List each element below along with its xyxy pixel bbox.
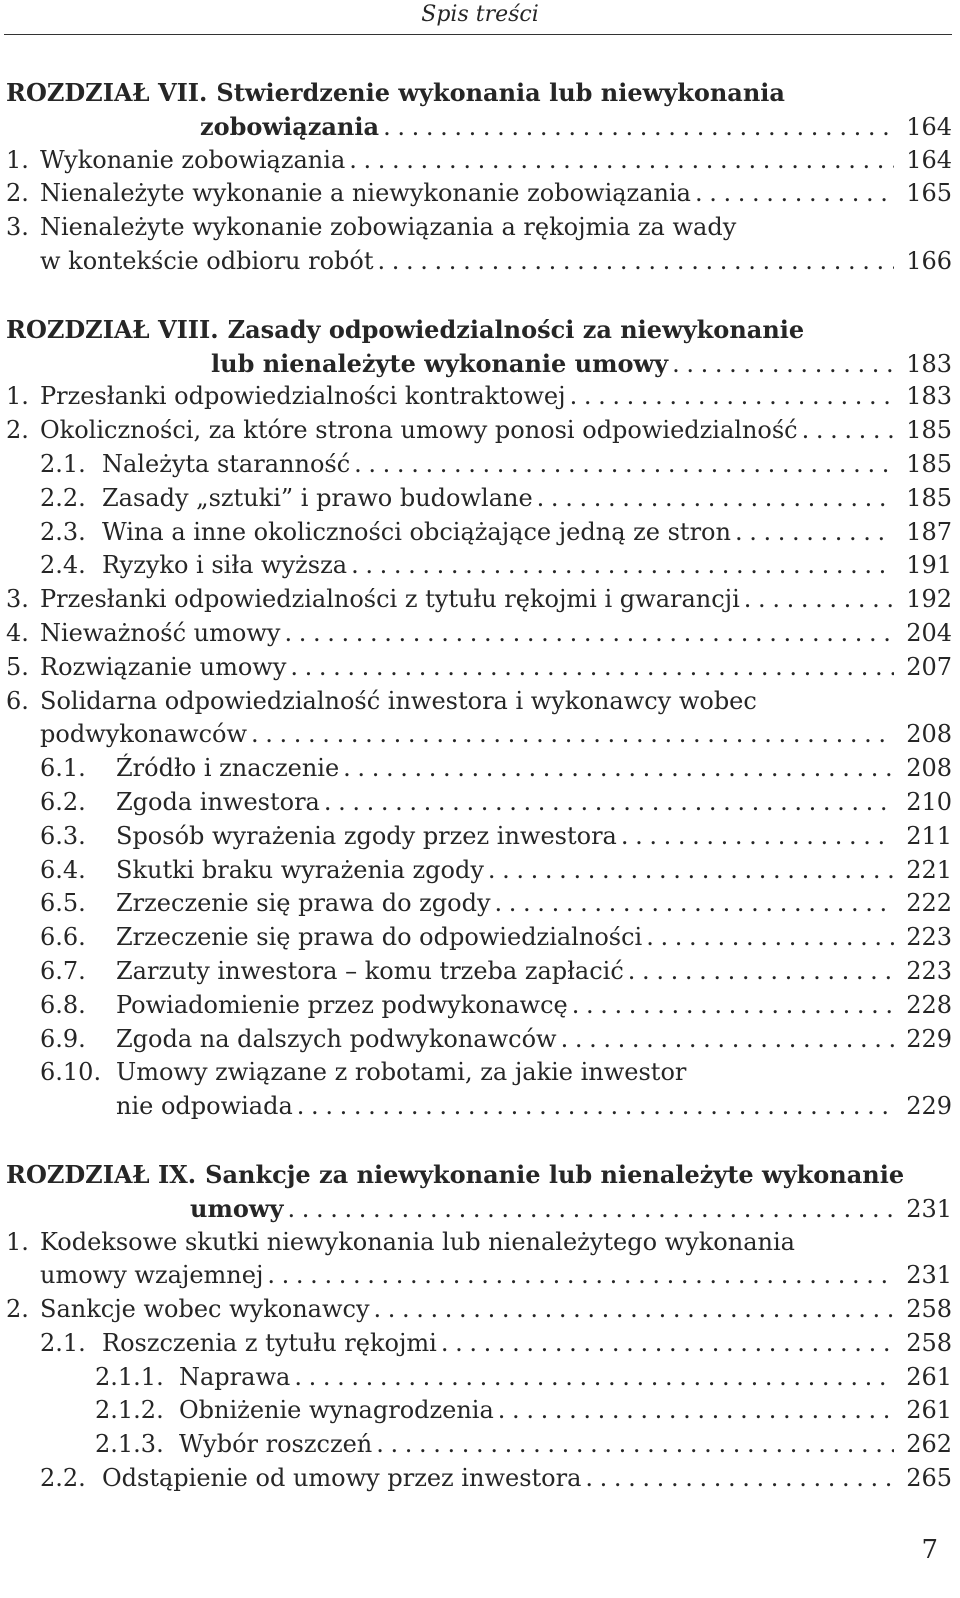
toc-entry-page: 207	[906, 652, 952, 681]
toc-entry-title: Nienależyte wykonanie zobowiązania a rękojmia za wady	[40, 213, 737, 242]
toc-entry[interactable]	[6, 347, 952, 381]
toc-entry[interactable]	[6, 1259, 952, 1293]
toc-entry-page: 192	[906, 585, 952, 614]
dot-leader	[585, 1462, 894, 1496]
toc-entry-page: 258	[906, 1328, 952, 1357]
toc-entry-number: 2.1.3.	[95, 1430, 164, 1459]
toc-entry-number: 6.7.	[40, 956, 86, 985]
toc-chapter	[6, 76, 952, 279]
toc-entry-page: 164	[906, 112, 952, 141]
toc-entry-number: 2.4.	[40, 551, 86, 580]
dot-leader	[374, 1293, 895, 1327]
table-of-contents	[6, 76, 952, 1530]
toc-entry-number: 2.2.	[40, 483, 86, 512]
toc-entry-title: Odstąpienie od umowy przez inwestora	[102, 1464, 582, 1493]
dot-leader	[646, 921, 894, 955]
toc-entry-number: 6.	[6, 686, 29, 715]
toc-entry-page: 208	[906, 754, 952, 783]
toc-entry-page: 231	[906, 1261, 952, 1290]
toc-entry-page: 210	[906, 787, 952, 816]
toc-entry[interactable]	[6, 854, 952, 888]
toc-entry-title: Zgoda na dalszych podwykonawców	[116, 1024, 557, 1053]
toc-entry-title: Wybór roszczeń	[179, 1430, 373, 1459]
toc-entry-number: 6.6.	[40, 923, 86, 952]
toc-entry[interactable]	[6, 245, 952, 279]
toc-entry-number: 3.	[6, 213, 29, 242]
toc-entry-number: 5.	[6, 652, 29, 681]
toc-entry-page: 262	[906, 1430, 952, 1459]
toc-entry-title: Ryzyko i siła wyższa	[102, 551, 348, 580]
toc-entry-page: 223	[906, 956, 952, 985]
toc-entry-page: 165	[906, 179, 952, 208]
toc-entry[interactable]	[6, 1462, 952, 1496]
toc-entry-title: Źródło i znaczenie	[116, 754, 340, 783]
toc-entry[interactable]	[6, 887, 952, 921]
toc-entry-number: 6.10.	[40, 1058, 102, 1087]
toc-entry-title: Przesłanki odpowiedzialności kontraktowej	[40, 382, 566, 411]
toc-entry-title: Nieważność umowy	[40, 618, 281, 647]
toc-entry[interactable]	[6, 1158, 952, 1192]
toc-entry[interactable]	[6, 617, 952, 651]
toc-entry-title: umowy wzajemnej	[40, 1261, 264, 1290]
toc-entry[interactable]	[6, 1090, 952, 1124]
toc-entry[interactable]	[6, 1023, 952, 1057]
toc-entry-title: Powiadomienie przez podwykonawcę	[116, 990, 568, 1019]
toc-entry[interactable]	[6, 1293, 952, 1327]
toc-entry[interactable]	[6, 1192, 952, 1226]
toc-entry-title: Sankcje wobec wykonawcy	[40, 1295, 370, 1324]
toc-entry-number: 1.	[6, 145, 29, 174]
dot-leader	[621, 820, 894, 854]
toc-entry[interactable]	[6, 516, 952, 550]
toc-entry-page: 185	[906, 483, 952, 512]
toc-entry[interactable]	[6, 177, 952, 211]
toc-entry[interactable]	[6, 752, 952, 786]
toc-entry-number: 2.1.	[40, 1328, 86, 1357]
toc-entry-page: 204	[906, 618, 952, 647]
dot-leader	[297, 1090, 894, 1124]
toc-entry[interactable]	[6, 448, 952, 482]
toc-entry-number: 6.4.	[40, 855, 86, 884]
toc-entry-title: Należyta staranność	[102, 449, 351, 478]
toc-entry-title: zobowiązania	[200, 111, 380, 141]
dot-leader	[287, 1193, 894, 1227]
toc-entry[interactable]	[6, 549, 952, 583]
header-rule	[4, 34, 952, 35]
toc-entry-number: ROZDZIAŁ VIII.	[6, 314, 219, 344]
toc-entry[interactable]	[6, 685, 952, 719]
dot-leader	[267, 1259, 894, 1293]
toc-entry-title: Sankcje za niewykonanie lub nienależyte wykonanie	[205, 1159, 905, 1189]
toc-entry-page: 265	[906, 1464, 952, 1493]
dot-leader	[561, 1023, 894, 1057]
toc-entry[interactable]	[6, 921, 952, 955]
toc-entry-number: 2.1.	[40, 449, 86, 478]
toc-entry[interactable]	[6, 380, 952, 414]
toc-entry-title: Sposób wyrażenia zgody przez inwestora	[116, 821, 617, 850]
toc-entry-title: Okoliczności, za które strona umowy ponosi odpowiedzialność	[40, 416, 798, 445]
toc-entry-number: 2.1.1.	[95, 1362, 164, 1391]
toc-entry[interactable]	[6, 144, 952, 178]
toc-entry-title: Zasady „sztuki” i prawo budowlane	[102, 483, 533, 512]
toc-entry-page: 191	[906, 551, 952, 580]
toc-entry-number: 2.	[6, 1295, 29, 1324]
dot-leader	[498, 1394, 894, 1428]
toc-entry-title: Skutki braku wyrażenia zgody	[116, 855, 484, 884]
toc-entry-page: 211	[906, 821, 952, 850]
dot-leader	[488, 854, 894, 888]
toc-entry[interactable]	[6, 1361, 952, 1395]
toc-entry-page: 258	[906, 1295, 952, 1324]
toc-entry-page: 164	[906, 145, 952, 174]
dot-leader	[284, 617, 894, 651]
dot-leader	[354, 448, 894, 482]
dot-leader	[383, 111, 894, 145]
toc-entry-title: nie odpowiada	[116, 1092, 293, 1121]
toc-entry-title: Rozwiązanie umowy	[40, 652, 287, 681]
dot-leader	[802, 414, 894, 448]
toc-entry-page: 208	[906, 720, 952, 749]
toc-entry-title: Kodeksowe skutki niewykonania lub nienależytego wykonania	[40, 1227, 795, 1256]
toc-entry-page: 166	[906, 246, 952, 275]
dot-leader	[570, 380, 894, 414]
toc-entry-page: 185	[906, 416, 952, 445]
toc-entry[interactable]	[6, 313, 952, 347]
toc-entry-number: 6.5.	[40, 889, 86, 918]
toc-entry-title: Zarzuty inwestora – komu trzeba zapłacić	[116, 956, 624, 985]
toc-entry-number: 2.	[6, 179, 29, 208]
toc-entry[interactable]	[6, 1226, 952, 1260]
toc-entry-number: 6.3.	[40, 821, 86, 850]
toc-entry-title: Wykonanie zobowiązania	[40, 145, 346, 174]
toc-entry-page: 261	[906, 1396, 952, 1425]
toc-entry-number: 1.	[6, 382, 29, 411]
toc-entry-title: podwykonawców	[40, 720, 248, 749]
toc-entry-title: Wina a inne okoliczności obciążające jedną ze stron	[102, 517, 731, 546]
toc-entry-title: Obniżenie wynagrodzenia	[179, 1396, 494, 1425]
toc-entry-page: 228	[906, 990, 952, 1019]
toc-entry-title: Stwierdzenie wykonania lub niewykonania	[216, 78, 785, 107]
toc-entry-title: Zasady odpowiedzialności za niewykonanie	[227, 314, 805, 344]
toc-entry-page: 261	[906, 1362, 952, 1391]
toc-entry-title: Przesłanki odpowiedzialności z tytułu rękojmi i gwarancji	[40, 585, 740, 614]
toc-entry[interactable]	[6, 786, 952, 820]
toc-entry[interactable]	[6, 1327, 952, 1361]
toc-entry-title: w kontekście odbioru robót	[40, 246, 374, 275]
toc-entry[interactable]	[6, 583, 952, 617]
toc-entry-number: 6.9.	[40, 1024, 86, 1053]
toc-entry[interactable]	[6, 482, 952, 516]
toc-entry-title: umowy	[190, 1193, 284, 1223]
toc-entry-number: ROZDZIAŁ IX.	[6, 1159, 197, 1189]
page-number: 7	[921, 1535, 938, 1565]
toc-entry-page: 187	[906, 517, 952, 546]
toc-entry[interactable]	[6, 414, 952, 448]
dot-leader	[744, 583, 894, 617]
dot-leader	[695, 177, 894, 211]
toc-entry-title: Umowy związane z robotami, za jakie inwestor	[116, 1058, 687, 1087]
toc-entry-number: ROZDZIAŁ VII.	[6, 78, 208, 107]
toc-entry-number: 3.	[6, 585, 29, 614]
dot-leader	[441, 1327, 894, 1361]
dot-leader	[343, 752, 894, 786]
toc-entry-number: 1.	[6, 1227, 29, 1256]
toc-entry-number: 6.1.	[40, 754, 86, 783]
dot-leader	[537, 482, 894, 516]
toc-entry-number: 2.	[6, 416, 29, 445]
toc-entry[interactable]	[6, 76, 952, 110]
toc-entry-title: lub nienależyte wykonanie umowy	[211, 348, 669, 378]
toc-entry-page: 231	[906, 1194, 952, 1223]
dot-leader	[672, 348, 894, 382]
toc-entry-number: 6.2.	[40, 787, 86, 816]
toc-entry[interactable]	[6, 1056, 952, 1090]
running-head: Spis treści	[421, 2, 539, 27]
toc-entry[interactable]	[6, 989, 952, 1023]
toc-entry[interactable]	[6, 1428, 952, 1462]
dot-leader	[351, 549, 894, 583]
toc-entry-page: 183	[906, 382, 952, 411]
toc-entry-page: 221	[906, 855, 952, 884]
toc-entry-page: 185	[906, 449, 952, 478]
toc-entry-page: 223	[906, 923, 952, 952]
dot-leader	[294, 1361, 894, 1395]
dot-leader	[572, 989, 894, 1023]
dot-leader	[251, 718, 894, 752]
toc-entry[interactable]	[6, 110, 952, 144]
toc-entry-title: Roszczenia z tytułu rękojmi	[102, 1328, 437, 1357]
toc-entry-page: 229	[906, 1024, 952, 1053]
toc-chapter	[6, 313, 952, 1124]
toc-entry-title: Nienależyte wykonanie a niewykonanie zobowiązania	[40, 179, 691, 208]
toc-entry-title: Solidarna odpowiedzialność inwestora i wykonawcy wobec	[40, 686, 757, 715]
toc-entry[interactable]	[6, 955, 952, 989]
toc-chapter	[6, 1158, 952, 1496]
dot-leader	[378, 245, 894, 279]
dot-leader	[290, 651, 894, 685]
toc-entry[interactable]	[6, 1394, 952, 1428]
toc-entry-title: Zrzeczenie się prawa do zgody	[116, 889, 491, 918]
toc-entry-page: 183	[906, 349, 952, 378]
dot-leader	[628, 955, 894, 989]
toc-entry[interactable]	[6, 820, 952, 854]
toc-entry-title: Zrzeczenie się prawa do odpowiedzialności	[116, 923, 643, 952]
toc-entry-page: 222	[906, 889, 952, 918]
dot-leader	[349, 144, 894, 178]
toc-entry[interactable]	[6, 211, 952, 245]
toc-entry-title: Zgoda inwestora	[116, 787, 320, 816]
toc-entry-number: 2.2.	[40, 1464, 86, 1493]
dot-leader	[376, 1428, 894, 1462]
toc-entry[interactable]	[6, 651, 952, 685]
dot-leader	[495, 887, 894, 921]
dot-leader	[735, 516, 894, 550]
dot-leader	[324, 786, 894, 820]
toc-entry-title: Naprawa	[179, 1362, 291, 1391]
toc-entry-number: 6.8.	[40, 990, 86, 1019]
toc-entry-number: 2.3.	[40, 517, 86, 546]
toc-entry-number: 4.	[6, 618, 29, 647]
toc-entry[interactable]	[6, 718, 952, 752]
toc-entry-number: 2.1.2.	[95, 1396, 164, 1425]
toc-entry-page: 229	[906, 1092, 952, 1121]
